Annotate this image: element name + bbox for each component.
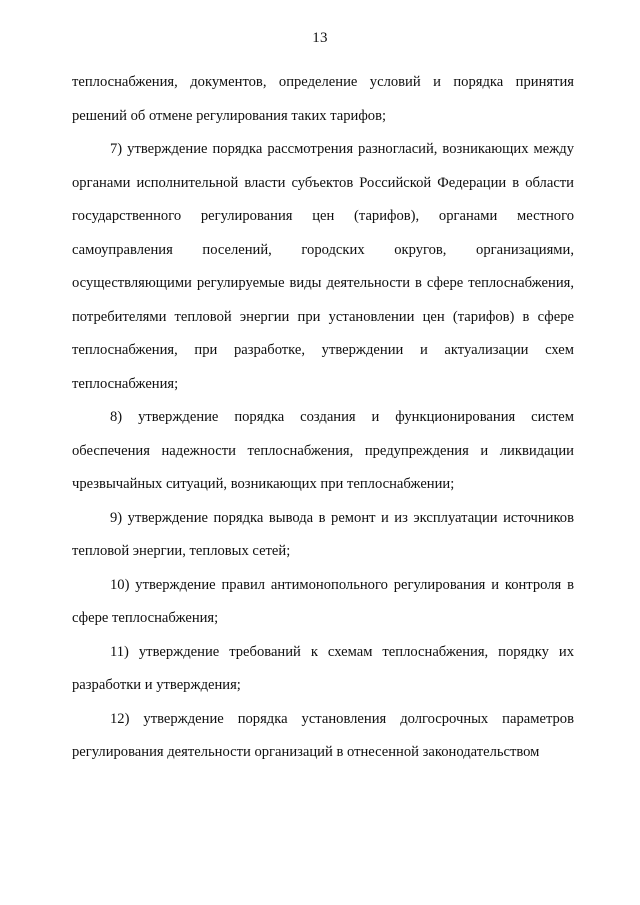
paragraph-item-10: 10) утверждение правил антимонопольного регулирования и контроля в сфере теплоснабжения;: [72, 576, 574, 626]
paragraph-item-8: 8) утверждение порядка создания и функционирования систем обеспечения надежности теплоснабжения, предупреждения и ликвидации чрезвычайных ситуаций, возникающих при теплоснабжении;: [72, 409, 574, 492]
paragraph-item-11: 11) утверждение требований к схемам теплоснабжения, порядку их разработки и утверждения;: [72, 643, 574, 693]
paragraph-continuation: теплоснабжения, документов, определение условий и порядка принятия решений об отмене регулирования таких тарифов;: [72, 74, 574, 124]
paragraph-item-7: 7) утверждение порядка рассмотрения разногласий, возникающих между органами исполнительной власти субъектов Российской Федерации в области государственного регулирования цен (тарифов), органами местного самоуправления поселений, городских округов, организациями, осуществляющими регулируемые виды деятельности в сфере теплоснабжения, потребителями тепловой энергии при установлении цен (тарифов) в сфере теплоснабжения, при разработке, утверждении и актуализации схем теплоснабжения;: [72, 141, 574, 392]
page-number: 13: [312, 30, 328, 46]
paragraph-item-9: 9) утверждение порядка вывода в ремонт и из эксплуатации источников тепловой энергии, тепловых сетей;: [72, 509, 574, 559]
paragraph-item-12: 12) утверждение порядка установления долгосрочных параметров регулирования деятельности организаций в отнесенной законодательством: [72, 710, 574, 760]
document-body: [72, 66, 574, 770]
